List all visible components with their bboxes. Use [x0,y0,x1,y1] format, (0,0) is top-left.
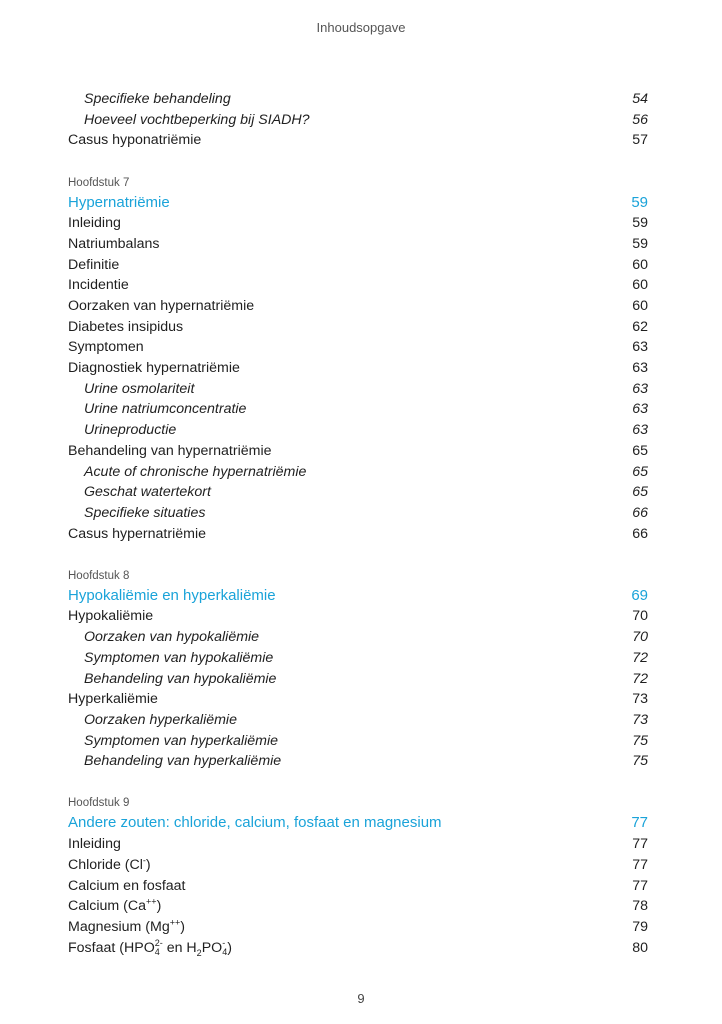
toc-page: 80 [632,939,648,956]
toc-entry[interactable] [68,234,648,255]
label-text: Chloride (Cl [68,856,143,873]
toc-page: 60 [632,298,648,314]
chapter-title-label: Hypokaliëmie en hyperkaliëmie [68,586,276,604]
toc-entry[interactable] [68,938,648,959]
toc-page: 59 [632,235,648,252]
toc-page: 78 [632,898,648,915]
toc-entry[interactable] [68,337,648,358]
toc-page: 63 [632,422,648,439]
toc-entry[interactable] [68,296,648,317]
toc-page: 66 [632,525,648,542]
toc-label: Diagnostiek hypernatriëmie [68,360,240,377]
toc-entry-sub[interactable] [68,627,648,648]
ion-charge-stack [155,939,163,957]
chapter-kicker: Hoofdstuk 8 [68,569,130,582]
chapter-title[interactable] [68,586,648,607]
toc-entry[interactable] [68,917,648,938]
toc-label: Urine osmolariteit [84,380,195,397]
toc-page: 63 [632,339,648,356]
toc-label [68,917,185,938]
label-superscript: - [142,855,146,866]
toc-page: 70 [632,629,648,646]
toc-label: Behandeling van hypernatriëmie [68,442,272,459]
chapter-title[interactable] [68,193,648,214]
toc-entry[interactable] [68,275,648,296]
toc-entry[interactable] [68,255,648,276]
toc-label: Diabetes insipidus [68,318,184,335]
page-number: 9 [357,991,365,1006]
toc-page: 60 [632,256,648,273]
toc-label: Definitie [68,256,120,273]
chapter-title-page: 69 [631,586,648,604]
toc-entry[interactable] [68,896,648,917]
toc-page: 73 [632,711,648,728]
toc-label: Incidentie [68,277,129,294]
chapter-title-label: Andere zouten: chloride, calcium, fosfaat en magnesium [68,814,442,832]
toc-entry-sub[interactable] [68,669,648,690]
toc-label: Symptomen van hypokaliëmie [84,649,274,666]
toc-label: Oorzaken hyperkaliëmie [84,711,237,728]
toc-page: 75 [632,732,648,749]
label-text: PO [201,939,223,956]
toc-page: 65 [632,463,648,480]
toc-label: Behandeling van hyperkaliëmie [84,753,282,770]
toc-page: 72 [632,649,648,666]
label-subscript: 2 [196,947,202,958]
toc-page: 63 [632,380,648,397]
toc-label: Geschat watertekort [84,484,211,501]
label-text: ) [145,856,151,873]
toc-label: Urine natriumconcentratie [84,401,247,418]
toc-entry[interactable] [68,524,648,545]
chapter-kicker: Hoofdstuk 9 [68,797,130,810]
toc-page: 57 [632,132,648,149]
toc-page: 70 [632,608,648,625]
label-superscript: ++ [169,917,181,928]
toc-entry[interactable] [68,876,648,897]
toc-entry-sub[interactable] [68,648,648,669]
label-subscript: 4 [222,946,228,957]
toc-entry-sub[interactable] [68,462,648,483]
chapter-title-page: 59 [631,193,648,211]
toc-page: 65 [632,442,648,459]
toc-entry-sub[interactable] [68,503,648,524]
toc-entry-sub[interactable] [68,731,648,752]
running-head: Inhoudsopgave [316,20,406,35]
toc-entry[interactable] [68,855,648,876]
toc-page: 54 [632,91,648,107]
toc-entry[interactable] [68,689,648,710]
toc-label: Symptomen [68,339,144,356]
toc-page: 79 [632,918,648,935]
toc-label: Specifieke situaties [84,504,206,521]
label-superscript: 2- [154,937,163,948]
toc-page: 77 [632,877,648,894]
label-text: ) [180,918,185,935]
toc-entry[interactable] [68,606,648,627]
label-text: en H [162,939,197,956]
label-superscript: - [222,937,226,948]
toc-entry[interactable] [68,317,648,338]
toc-entry[interactable] [68,130,648,151]
chapter-title-page: 77 [631,814,648,832]
toc-page: 63 [632,401,648,418]
toc-label: Symptomen van hyperkaliëmie [84,732,278,749]
toc-page: 65 [632,484,648,501]
toc-entry-sub[interactable] [68,482,648,503]
toc-label: Oorzaken van hypokaliëmie [84,629,260,646]
toc-entry-sub[interactable] [68,110,648,131]
label-text: ) [227,939,232,956]
toc-label: Inleiding [68,836,121,853]
table-of-contents [68,89,648,958]
label-text: Fosfaat (HPO [68,939,155,956]
toc-entry[interactable] [68,441,648,462]
toc-label: Acute of chronische hypernatriëmie [84,463,307,480]
label-text: Calcium (Ca [68,898,147,915]
toc-page: 72 [632,670,648,687]
toc-entry-sub[interactable] [68,420,648,441]
toc-page: 73 [632,691,648,708]
toc-page: 56 [632,111,648,128]
toc-page: 77 [632,856,648,873]
toc-label: Hyperkaliëmie [68,691,158,708]
toc-label: Urineproductie [84,422,177,439]
toc-page: 59 [632,215,648,232]
toc-label [68,896,161,917]
toc-page: 62 [632,318,648,335]
label-superscript: ++ [146,896,157,907]
toc-label [68,938,232,959]
toc-entry[interactable] [68,213,648,234]
toc-label: Hoeveel vochtbeperking bij SIADH? [84,111,310,128]
toc-entry-sub[interactable] [68,399,648,420]
toc-entry-sub[interactable] [68,710,648,731]
label-text: ) [156,898,162,915]
toc-label [68,855,151,876]
toc-entry-sub[interactable] [68,751,648,772]
toc-label: Inleiding [68,215,121,232]
toc-label: Specifieke behandeling [84,91,231,107]
toc-label: Hypokaliëmie [68,608,154,625]
toc-label: Casus hypernatriëmie [68,525,206,542]
chapter-title[interactable] [68,813,648,834]
toc-label: Natriumbalans [68,235,160,252]
toc-page: 66 [632,504,648,521]
toc-entry-sub[interactable] [68,89,648,110]
toc-entry[interactable] [68,358,648,379]
toc-page: 60 [632,277,648,294]
label-text: Magnesium (Mg [68,918,170,935]
toc-entry[interactable] [68,834,648,855]
toc-page: 75 [632,753,648,770]
toc-page: 63 [632,360,648,377]
toc-label: Oorzaken van hypernatriëmie [68,298,255,314]
toc-entry-sub[interactable] [68,379,648,400]
label-subscript: 4 [154,946,160,957]
toc-label: Behandeling van hypokaliëmie [84,670,277,687]
chapter-title-label: Hypernatriëmie [68,193,170,211]
toc-label: Casus hyponatriëmie [68,132,202,149]
toc-page: 77 [632,836,648,853]
chapter-kicker: Hoofdstuk 7 [68,176,130,189]
toc-label: Calcium en fosfaat [68,877,186,894]
